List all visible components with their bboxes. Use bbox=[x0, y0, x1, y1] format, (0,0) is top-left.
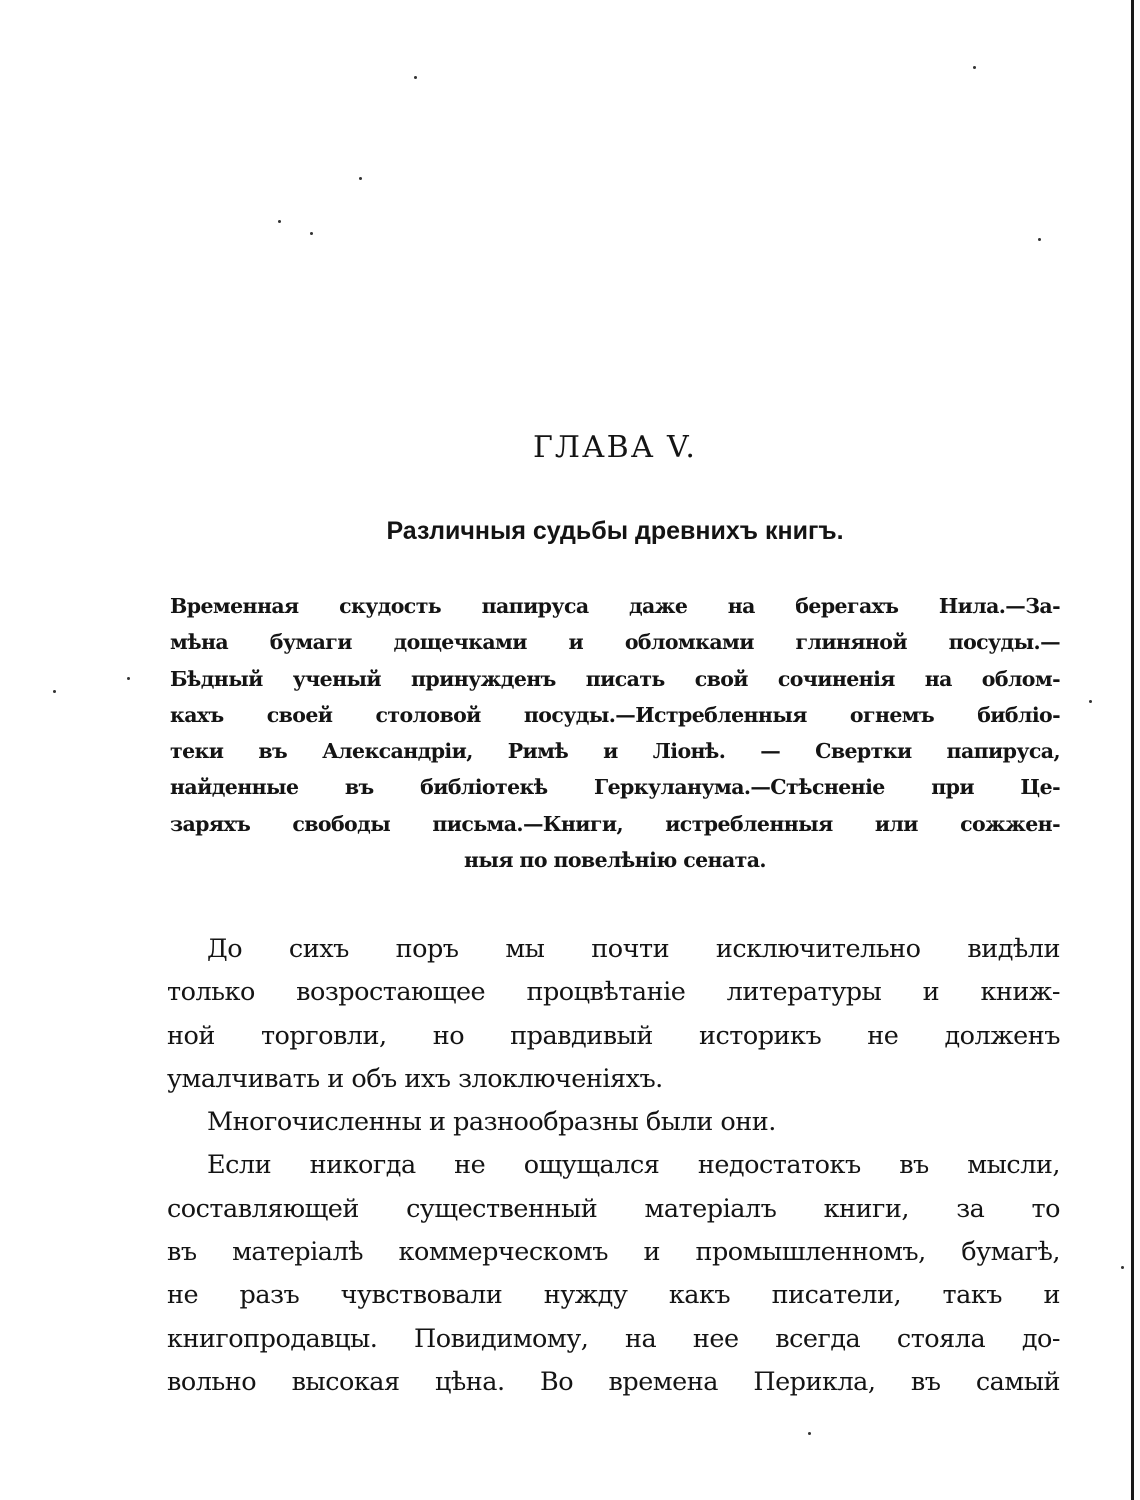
body-line: Если никогда не ощущался недостатокъ въ мысли, bbox=[207, 1150, 1060, 1181]
print-speck bbox=[278, 220, 281, 223]
summary-line: Бѣдный ученый принужденъ писать свой сочиненія на облом- bbox=[170, 666, 1060, 691]
summary-line: кахъ своей столовой посуды.—Истребленныя огнемъ библіо- bbox=[170, 702, 1060, 727]
print-speck bbox=[1038, 238, 1041, 241]
summary-line: ныя по повелѣнію сената. bbox=[464, 848, 766, 873]
body-line: ной торговли, но правдивый историкъ не долженъ bbox=[167, 1020, 1060, 1051]
summary-line: теки въ Александріи, Римѣ и Ліонѣ. — Свертки папируса, bbox=[170, 739, 1060, 764]
body-line: составляющей существенный матеріалъ книги, за то bbox=[167, 1193, 1060, 1224]
print-speck bbox=[808, 1432, 811, 1435]
print-speck bbox=[310, 232, 313, 235]
body-line: не разъ чувствовали нужду какъ писатели, такъ и bbox=[167, 1280, 1060, 1311]
body-line: До сихъ поръ мы почти исключительно видѣли bbox=[207, 934, 1060, 964]
body-line: вольно высокая цѣна. Во времена Перикла, въ самый bbox=[167, 1366, 1060, 1397]
print-speck bbox=[414, 76, 417, 79]
chapter-heading: ГЛАВА V. bbox=[533, 430, 697, 465]
summary-line: мѣна бумаги дощечками и обломками глиняной посуды.— bbox=[170, 630, 1060, 655]
print-speck bbox=[1089, 700, 1092, 703]
body-line: только возростающее процвѣтаніе литературы и книж- bbox=[167, 977, 1060, 1008]
print-speck bbox=[127, 677, 130, 680]
body-text bbox=[167, 928, 1060, 1404]
body-line: въ матеріалѣ коммерческомъ и промышленномъ, бумагѣ, bbox=[167, 1237, 1060, 1268]
print-speck bbox=[53, 690, 56, 693]
print-speck bbox=[973, 66, 976, 69]
print-speck bbox=[359, 177, 362, 180]
page-edge-line bbox=[1131, 0, 1134, 1500]
body-line: книгопродавцы. Повидимому, на нее всегда стояла до- bbox=[167, 1323, 1060, 1354]
chapter-summary bbox=[170, 588, 1060, 878]
chapter-title: Различныя судьбы древнихъ книгъ. bbox=[386, 517, 844, 545]
body-line: Многочисленны и разнообразны были они. bbox=[207, 1107, 776, 1138]
print-speck bbox=[1121, 1266, 1124, 1269]
summary-line: Временная скудость папируса даже на берегахъ Нила.—За- bbox=[170, 594, 1060, 618]
summary-line: заряхъ свободы письма.—Книги, истребленныя или сожжен- bbox=[170, 811, 1060, 836]
body-line: умалчивать и объ ихъ злоключеніяхъ. bbox=[167, 1063, 663, 1094]
summary-line: найденные въ библіотекѣ Геркуланума.—Стѣсненіе при Це- bbox=[170, 775, 1060, 800]
